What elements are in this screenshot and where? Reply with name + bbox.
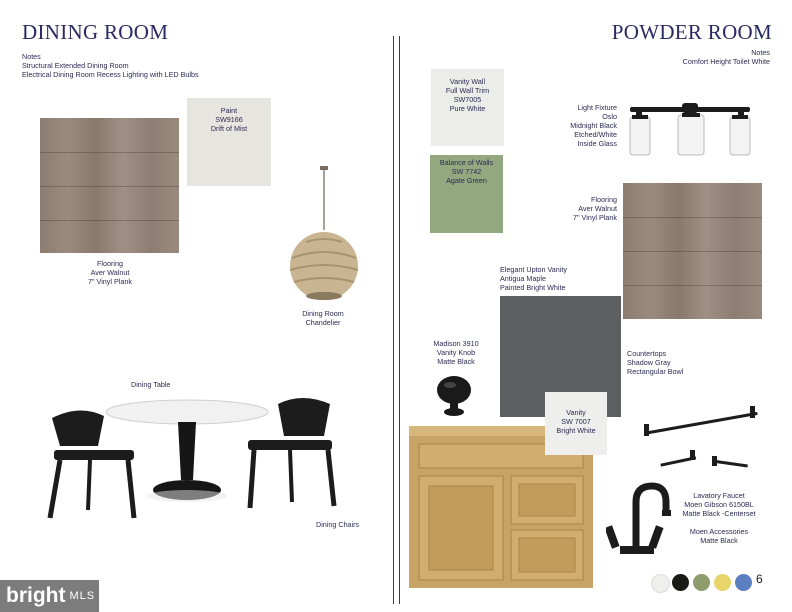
bath-accessories-image [640, 402, 760, 478]
swatch-line: SW7005 [453, 95, 482, 104]
palette-dot [735, 574, 752, 591]
dining-notes-heading: Notes [22, 52, 41, 61]
powder-room-title: POWDER ROOM [611, 20, 772, 44]
vanity-description [500, 265, 567, 292]
dining-room-title: DINING ROOM [22, 20, 169, 44]
knob-caption [426, 339, 486, 366]
dining-table-caption: Dining Table [131, 380, 171, 389]
light-fixture-image [626, 103, 754, 159]
dining-chairs-caption: Dining Chairs [316, 520, 360, 529]
caption-line: Painted Bright White [500, 283, 566, 292]
palette-dot [651, 574, 670, 593]
powder-notes [683, 48, 770, 66]
dining-paint-code: SW9166 [215, 115, 243, 124]
caption-line: Aver Walnut [578, 204, 617, 213]
swatch-line: Balance of Walls [439, 158, 494, 167]
caption-line: Dining Room [302, 309, 344, 318]
powder-note-line: Comfort Height Toilet White [682, 57, 770, 66]
dining-flooring-caption [60, 259, 160, 286]
caption-line: 7" Vinyl Plank [88, 277, 132, 286]
swatch-line: Agate Green [446, 176, 487, 185]
chandelier-caption [290, 309, 356, 327]
palette-dot [672, 574, 689, 591]
caption-line: Chandelier [305, 318, 341, 327]
page-divider [399, 36, 400, 604]
caption-line: Moen Gibson 6150BL [684, 500, 754, 509]
caption-line: Inside Glass [577, 139, 617, 148]
caption-line: 7" Vinyl Plank [573, 213, 617, 222]
faucet-caption [672, 491, 766, 518]
swatch-line: SW 7742 [451, 167, 482, 176]
faucet-image [606, 482, 674, 558]
caption-line: Antigua Maple [500, 274, 546, 283]
caption-line: Aver Walnut [90, 268, 130, 277]
watermark-suffix: MLS [69, 590, 96, 602]
bright-mls-watermark [0, 580, 99, 612]
accessories-caption [678, 527, 760, 545]
swatch-line: Pure White [449, 104, 486, 113]
chandelier-image [286, 166, 362, 302]
powder-flooring-sample [623, 183, 762, 319]
dining-note-line: Structural Extended Dining Room [22, 61, 129, 70]
caption-line: Shadow Gray [627, 358, 671, 367]
caption-line: Matte Black [437, 357, 475, 366]
caption-line: Madison 3910 [433, 339, 479, 348]
vanity-knob-image [432, 374, 476, 420]
palette-dot [693, 574, 710, 591]
swatch-line: SW 7007 [561, 417, 591, 426]
caption-line: Flooring [591, 195, 617, 204]
caption-line: Vanity Knob [436, 348, 476, 357]
caption-line: Matte Black [700, 536, 738, 545]
caption-line: Flooring [97, 259, 123, 268]
caption-line: Oslo [602, 112, 617, 121]
dining-paint-label: Paint [220, 106, 238, 115]
watermark-brand: bright [6, 584, 66, 607]
dining-flooring-sample [40, 118, 179, 253]
caption-line: Light Fixture [577, 103, 617, 112]
balance-walls-swatch [430, 155, 503, 233]
swatch-line: Full Wall Trim [445, 86, 490, 95]
caption-line: Elegant Upton Vanity [500, 265, 567, 274]
caption-line: Countertops [627, 349, 667, 358]
caption-line: Etched/White [574, 130, 617, 139]
caption-line: Rectangular Bowl [627, 367, 684, 376]
dining-notes [22, 52, 199, 79]
page-divider [393, 36, 394, 604]
caption-line: Midnight Black [570, 121, 617, 130]
powder-notes-heading: Notes [751, 48, 770, 57]
light-fixture-caption [540, 103, 617, 148]
vanity-paint-swatch [545, 392, 607, 455]
palette-dot [714, 574, 731, 591]
page-number: 6 [756, 572, 763, 586]
caption-line: Lavatory Faucet [693, 491, 745, 500]
swatch-line: Vanity [566, 408, 586, 417]
dining-table-chairs-image [40, 390, 340, 530]
countertops-caption [627, 349, 683, 376]
swatch-line: Bright White [556, 426, 596, 435]
caption-line: Moen Accessories [689, 527, 749, 536]
dining-paint-swatch [187, 98, 271, 186]
dining-note-line: Electrical Dining Room Recess Lighting with LED Bulbs [22, 70, 199, 79]
caption-line: Matte Black -Centerset [682, 509, 756, 518]
dining-paint-name: Drift of Mist [210, 124, 248, 133]
powder-flooring-caption [553, 195, 617, 222]
swatch-line: Vanity Wall [449, 77, 486, 86]
vanity-wall-swatch [431, 69, 504, 146]
